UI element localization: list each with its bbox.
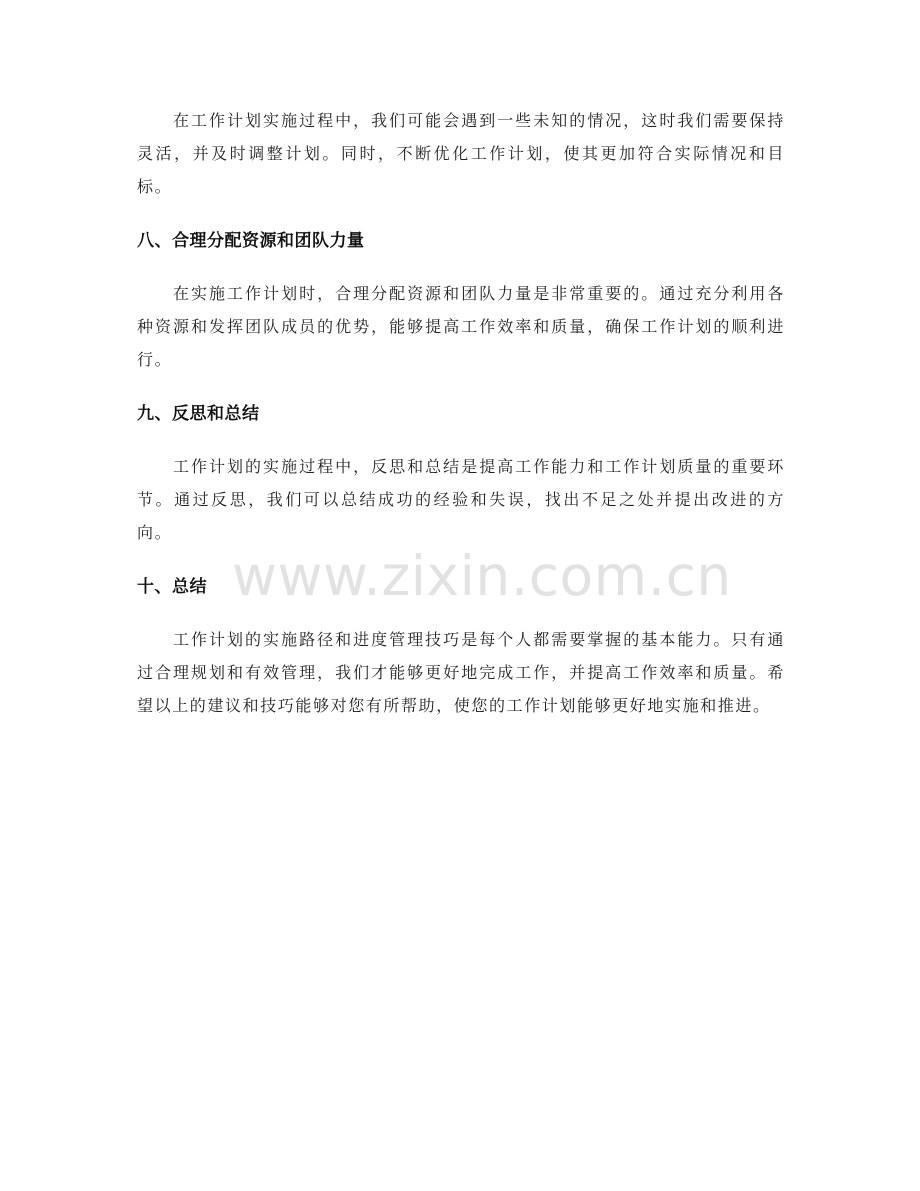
section-heading-8: 八、合理分配资源和团队力量	[137, 231, 365, 251]
section-body-8: 在实施工作计划时，合理分配资源和团队力量是非常重要的。通过充分利用各种资源和发挥团队成员的优势，能够提高工作效率和质量，确保工作计划的顺利进行。	[137, 284, 785, 369]
document-content	[137, 104, 785, 722]
section-body-10: 工作计划的实施路径和进度管理技巧是每个人都需要掌握的基本能力。只有通过合理规划和有效管理，我们才能够更好地完成工作，并提高工作效率和质量。希望以上的建议和技巧能够对您有所帮助，使您的工作计划能够更好地实施和推进。	[137, 630, 785, 715]
intro-paragraph: 在工作计划实施过程中，我们可能会遇到一些未知的情况，这时我们需要保持灵活，并及时调整计划。同时，不断优化工作计划，使其更加符合实际情况和目标。	[137, 111, 785, 196]
section-heading-10: 十、总结	[137, 577, 207, 597]
watermark-text: www.zixin.com.cn	[232, 544, 732, 608]
section-body-9: 工作计划的实施过程中，反思和总结是提高工作能力和工作计划质量的重要环节。通过反思，我们可以总结成功的经验和失误，找出不足之处并提出改进的方向。	[137, 457, 785, 542]
section-heading-9: 九、反思和总结	[137, 404, 260, 424]
